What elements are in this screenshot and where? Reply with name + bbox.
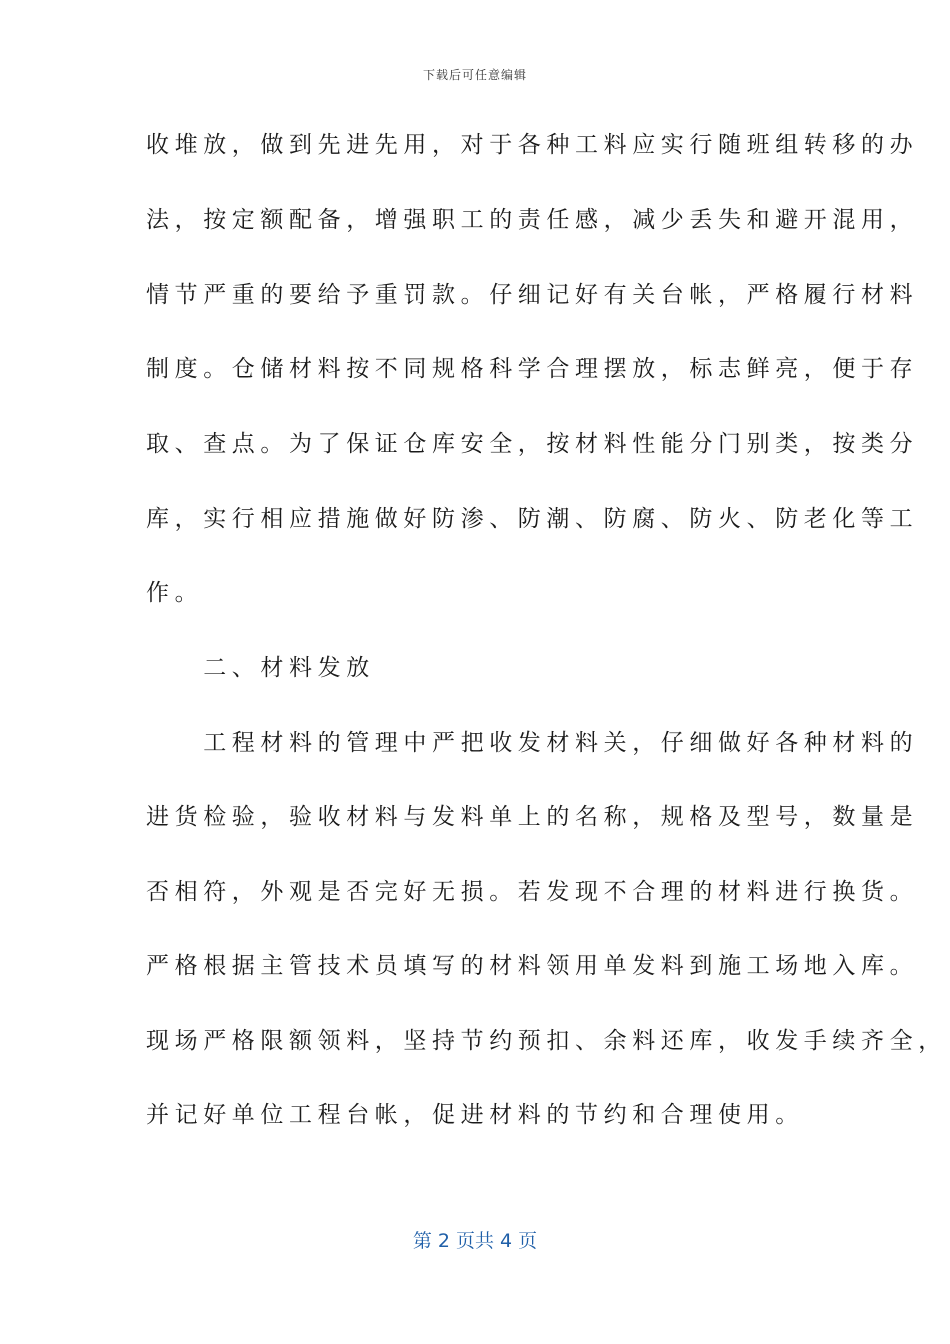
section-heading: 二、材料发放 (146, 655, 375, 681)
text-line: 库，实行相应措施做好防渗、防潮、防腐、防火、防老化等工 (146, 506, 919, 532)
text-line: 取、查点。为了保证仓库安全，按材料性能分门别类，按类分 (146, 431, 919, 457)
text-line: 作。 (146, 580, 204, 606)
text-line: 并记好单位工程台帐，促进材料的节约和合理使用。 (146, 1102, 804, 1128)
text-line: 工程材料的管理中严把收发材料关，仔细做好各种材料的 (146, 730, 919, 756)
text-line: 制度。仓储材料按不同规格科学合理摆放，标志鲜亮，便于存 (146, 356, 919, 382)
text-line: 现场严格限额领料，坚持节约预扣、余料还库，收发手续齐全， (146, 1028, 947, 1054)
page-footer: 第 2 页共 4 页 (412, 1230, 538, 1252)
text-line: 情节严重的要给予重罚款。仔细记好有关台帐，严格履行材料 (146, 282, 919, 308)
text-line: 法，按定额配备，增强职工的责任感，减少丢失和避开混用， (146, 207, 919, 233)
page-header: 下载后可任意编辑 (422, 68, 527, 82)
text-line: 收堆放，做到先进先用，对于各种工料应实行随班组转移的办 (146, 132, 919, 158)
text-line: 严格根据主管技术员填写的材料领用单发料到施工场地入库。 (146, 953, 919, 979)
text-line: 进货检验，验收材料与发料单上的名称，规格及型号，数量是 (146, 804, 919, 830)
text-line: 否相符，外观是否完好无损。若发现不合理的材料进行换货。 (146, 879, 919, 905)
